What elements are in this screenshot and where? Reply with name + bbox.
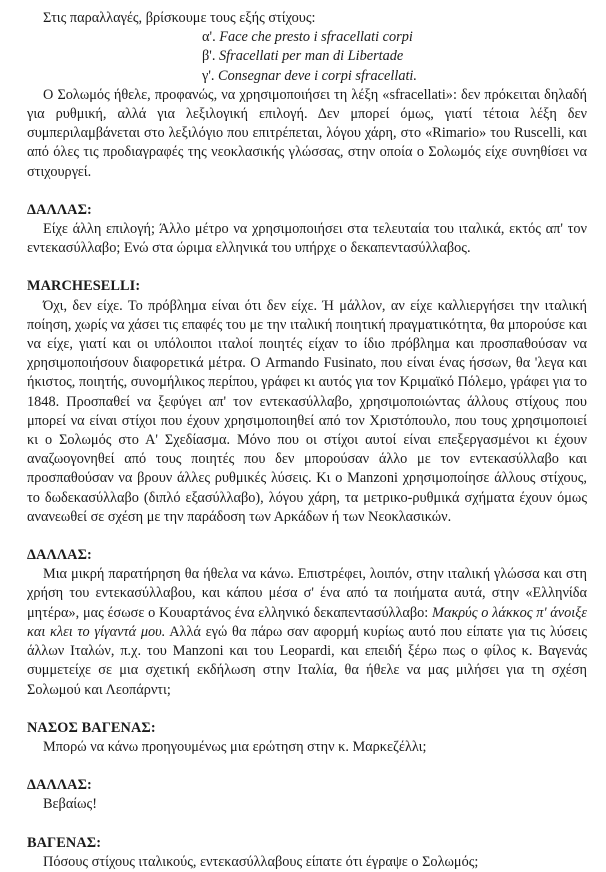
speaker-label: ΔΑΛΛΑΣ: [27, 777, 92, 794]
speech-block [27, 795, 587, 814]
verse-list [202, 28, 587, 86]
speech-block [27, 738, 587, 757]
speech-text: Είχε άλλη επιλογή; Άλλο μέτρο να χρησιμοποιήσει στα τελευταία του ιταλικά, εκτός απ' τον εντεκασύλλαβο; Ενώ στα ώριμα ελληνικά του υπήρχε ο δεκαπεντασύλλαβος. [27, 221, 587, 257]
speech-text: Μπορώ να κάνω προηγουμένως μια ερώτηση στην κ. Μαρκεζέλλι; [43, 738, 427, 755]
speaker-label: ΝΑΣΟΣ ΒΑΓΕΝΑΣ: [27, 719, 156, 736]
speech-block [27, 297, 587, 527]
verse-line: γ'. Consegnar deve i corpi sfracellati. [202, 67, 417, 84]
speech-text: Πόσους στίχους ιταλικούς, εντεκασύλλαβους είπατε ότι έγραψε ο Σολωμός; [43, 853, 479, 870]
speaker-label: ΔΑΛΛΑΣ: [27, 547, 92, 564]
verse-quote: Μακρύς ο λάκκος π' άνοιξε και κλει το γίγαντά μου. [27, 604, 588, 640]
speech-block [27, 853, 587, 872]
document-page [27, 9, 587, 872]
verse-line: α'. Face che presto i sfracellati corpi [202, 29, 413, 46]
intro-lead: Στις παραλλαγές, βρίσκουμε τους εξής στίχους: [43, 10, 316, 26]
speaker-label: MARCHESELLI: [27, 278, 141, 295]
verse-line: β'. Sfracellati per man di Libertade [202, 48, 404, 65]
speech-block [27, 565, 587, 699]
speech-text: Όχι, δεν είχε. Το πρόβλημα είναι ότι δεν είχε. Ή μάλλον, αν είχε καλλιεργήσει την ιταλική ποίηση, χωρίς να χάσει τις επαφές του με την ιταλική ποιητική πραγματικότητα, θα μπορούσε και να είχε, γιατί και οι υπόλοιποι ιταλοί ποιητές είχαν το ίδιο πρόβλημα και προσπαθούσαν να χρησιμοποιήσουν διαφορετικά μέτρα. Ο Armando Fusinato, που είναι ένας ήσσων, θα 'λεγα και ήκιστος, ποιητής, συνομήλικος περίπου, γράφει κι αυτός για τον Κριμαϊκό Πόλεμο, γράφει για το 1848. Προσπαθεί να ξεφύγει απ' τον εντεκασύλλαβο, χρησιμοποιώντας άλλους στίχους που μπορεί να είναι στίχοι που έχουν χρησιμοποιηθεί από τον Χριστόπουλο, που τους χρησιμοποιεί κι ο Σολωμός στο Α' Σχεδίασμα. Μόνο που οι στίχοι αυτοί είναι επεξεργασμένοι κι έχουν αναζωογονηθεί από τους ποιητές που δεν μπορούσαν άλλο με τον εντεκασύλλαβο και προσπαθούσαν να βρουν άλλες ρυθμικές λύσεις. Κι ο Manzoni χρησιμοποίησε άλλους στίχους, το δωδεκασύλλαβο (διπλό εξασύλλαβο), λόγου χάρη, τα μετρικο-ρυθμικά σχήματα έχουν όμως ανανεωθεί σε σχέση με την παράδοση των Αρκάδων ή των Νεοκλασικών. [27, 297, 587, 525]
speech-text: Μια μικρή παρατήρηση θα ήθελα να κάνω. Επιστρέφει, λοιπόν, στην ιταλική γλώσσα και στη χρήση του εντεκασύλλαβου, και κάπου μέσα σ' ένα από τα ποιήματα αυτά, στην «Ελληνίδα μητέρα», μας έσωσε ο Κουαρτάνος ένα ελληνικό δεκαπεντασύλλαβο: Μακρύς ο λάκκος π' άνοιξε και κλει το γίγαντά μου. Αλλά εγώ θα πάρω σαν αφορμή κυρίως αυτό που είπατε για τις λύσεις άλλων Ιταλών, π.χ. του Manzoni και του Leopardi, και επειδή ξέρω πως ο φίλος κ. Βαγενάς συμμετείχε σε μια σχετική εκδήλωση στην Ιταλία, θα ήθελε να μας μιλήσει για τη σχέση Σολωμού και Λεοπάρντι; [27, 566, 588, 698]
speech-block [27, 220, 587, 258]
speech-text: Βεβαίως! [43, 796, 97, 813]
intro-paragraph: Ο Σολωμός ήθελε, προφανώς, να χρησιμοποιήσει τη λέξη «sfracellati»: δεν πρόκειται δηλαδή για ρυθμική, αλλά για λεξιλογική επιλογή. Δεν μπορεί όμως, γιατί τέτοια λέξη δεν συμπεριλαμβάνεται στο λεξιλόγιο που επιτρέπεται, λόγου χάρη, στο «Rimario» του Ruscelli, και από όλες τις προδιαγραφές της νεοκλασικής γλώσσας, στην οποία ο Σολωμός είχε συνηθίσει να στιχουργεί. [27, 86, 587, 180]
speaker-label: ΒΑΓΕΝΑΣ: [27, 834, 102, 851]
speaker-label: ΔΑΛΛΑΣ: [27, 201, 92, 218]
